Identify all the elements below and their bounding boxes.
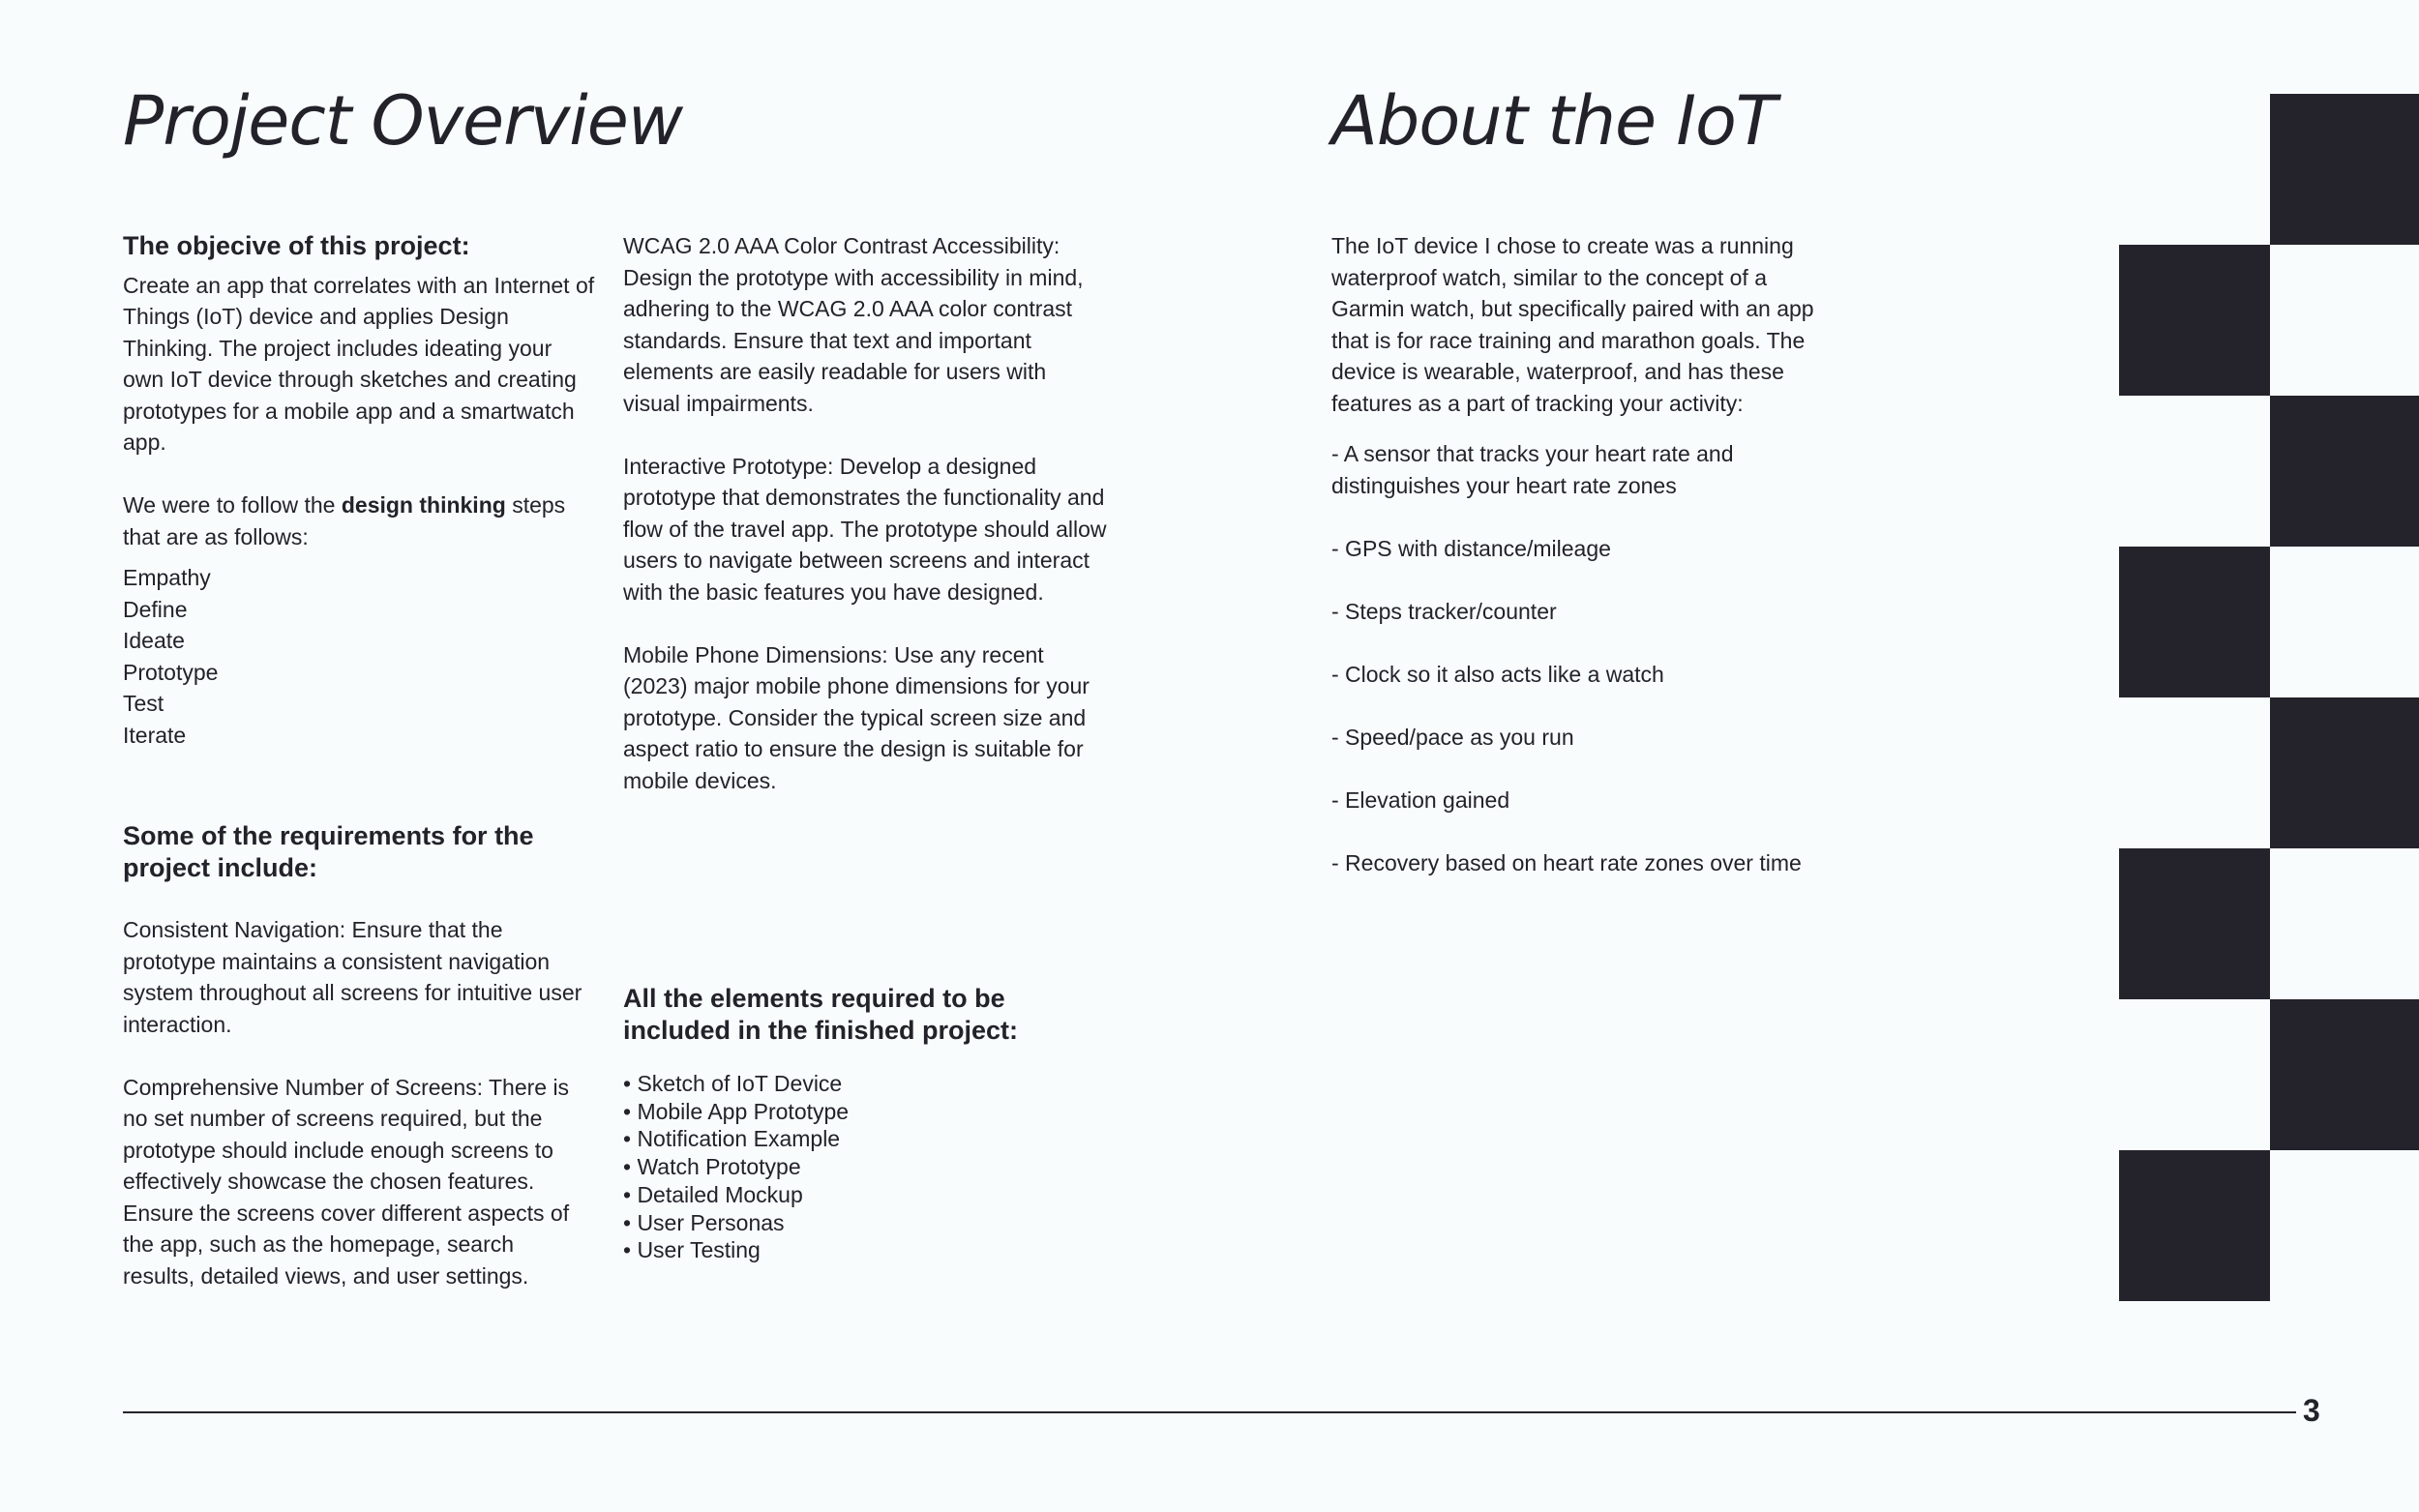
checker-square (2270, 396, 2419, 547)
list-item: - Recovery based on heart rate zones over time (1331, 849, 1802, 875)
requirements-heading: Some of the requirements for the project include: (123, 821, 534, 882)
list-item: - GPS with distance/mileage (1331, 535, 1611, 561)
list-item: - Clock so it also acts like a watch (1331, 661, 1664, 687)
page-title-about-iot: About the IoT (1331, 81, 1777, 161)
list-item: • Detailed Mockup (623, 1181, 803, 1207)
list-item: • Watch Prototype (623, 1154, 801, 1180)
list-item: • Mobile App Prototype (623, 1098, 850, 1124)
checker-square (2119, 1150, 2270, 1301)
list-item: Prototype (123, 659, 219, 685)
list-item: • User Testing (623, 1237, 761, 1263)
page-number: 3 (2303, 1393, 2320, 1428)
list-item: Empathy (123, 565, 211, 590)
checker-square (2270, 999, 2419, 1150)
steps-intro: We were to follow the design thinking steps that are as follows: (123, 492, 566, 549)
wcag-requirement-text: WCAG 2.0 AAA Color Contrast Accessibility: Design the prototype with accessibility in mind, adhering to the WCAG 2.0 AAA color contrast standards. Ensure that text and important elements are easily readable for users with visual impairments. (623, 233, 1084, 416)
list-item: • Notification Example (623, 1126, 841, 1152)
mobile-requirement-text: Mobile Phone Dimensions: Use any recent (2023) major mobile phone dimensions for your prototype. Consider the typical screen size and aspect ratio to ensure the design is suitable for mobile devices. (623, 641, 1090, 793)
objective-text: Create an app that correlates with an Internet of Things (IoT) device and applies Design Thinking. The project includes ideating your own IoT device through sketches and creating prototypes for a mobile app and a smartwatch app. (123, 272, 595, 455)
screens-requirement-text: Comprehensive Number of Screens: There is no set number of screens required, but the prototype should include enough screens to effectively showcase the chosen features. Ensure the screens cover different aspects of the app, such as the homepage, search results, detailed views, and user settings. (123, 1074, 570, 1289)
checker-square (2270, 697, 2419, 848)
footer-divider (123, 1411, 2296, 1413)
interactive-requirement-text: Interactive Prototype: Develop a designed prototype that demonstrates the functionality and flow of the travel app. The prototype should allow users to navigate between screens and interact with the basic features you have designed. (623, 453, 1107, 605)
list-item: • Sketch of IoT Device (623, 1071, 843, 1096)
objective-heading: The objecive of this project: (123, 231, 470, 260)
list-item: - A sensor that tracks your heart rate and distinguishes your heart rate zones (1331, 441, 1734, 498)
list-item: Test (123, 691, 164, 716)
checker-square (2119, 547, 2270, 697)
elements-heading: All the elements required to be included in the finished project: (623, 984, 1019, 1045)
list-item: Iterate (123, 722, 187, 748)
list-item: - Speed/pace as you run (1331, 724, 1574, 750)
list-item: - Elevation gained (1331, 786, 1510, 813)
list-item: - Steps tracker/counter (1331, 598, 1557, 624)
checker-square (2270, 94, 2419, 245)
checker-square (2119, 848, 2270, 999)
list-item: Define (123, 596, 188, 622)
checker-square (2119, 245, 2270, 396)
list-item: Ideate (123, 628, 185, 653)
iot-intro-text: The IoT device I chose to create was a running waterproof watch, similar to the concept of a Garmin watch, but specifically paired with an app that is for race training and marathon goals. The device is wearable, waterproof, and has these features as a part of tracking your activity: (1331, 233, 1814, 416)
consistent-navigation-text: Consistent Navigation: Ensure that the prototype maintains a consistent navigation system throughout all screens for intuitive user interaction. (123, 917, 582, 1037)
list-item: • User Personas (623, 1209, 785, 1235)
page-title-project-overview: Project Overview (123, 81, 683, 161)
